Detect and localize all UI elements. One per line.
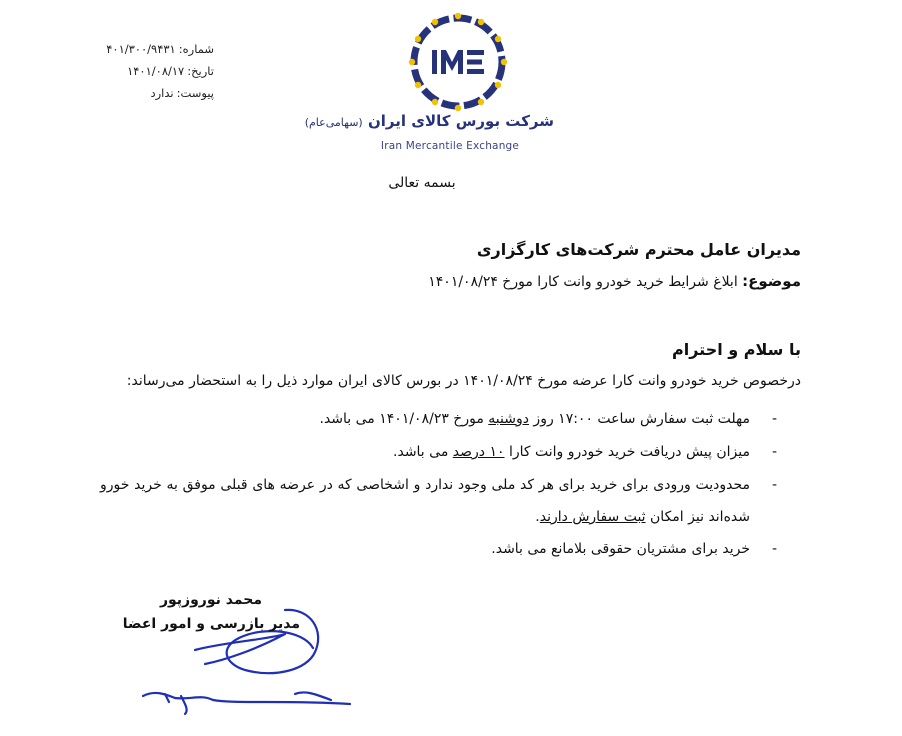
- letter-meta: [92, 38, 214, 104]
- handwritten-signature: [135, 590, 375, 720]
- list-item: - خرید برای مشتریان حقوقی بلامانع می باشد.: [491, 541, 777, 557]
- list-item: - مهلت ثبت سفارش ساعت ۱۷:۰۰ روز دوشنبه مورخ ۱۴۰۱/۰۸/۲۳ می باشد.: [319, 411, 777, 427]
- signatory-title: مدیر بازرسی و امور اعضا: [122, 616, 300, 632]
- greeting: با سلام و احترام: [672, 340, 801, 359]
- signatory-name: محمد نوروزپور: [159, 592, 262, 608]
- addressee: مدیران عامل محترم شرکت‌های کارگزاری: [476, 240, 801, 259]
- intro-paragraph: درخصوص خرید خودرو وانت کارا عرضه مورخ ۱۴۰۱/۰۸/۲۴ در بورس کالای ایران موارد ذیل را به استحضار می‌رساند:: [126, 373, 801, 389]
- logo-mark: [432, 50, 484, 74]
- subject-text: ابلاغ شرایط خرید خودرو وانت کارا مورخ ۱۴۰۱/۰۸/۲۴: [428, 274, 743, 290]
- list-item: - میزان پیش دریافت خرید خودرو وانت کارا ۱۰ درصد می باشد.: [393, 444, 777, 460]
- letter-number: شماره:۴۰۱/۳۰۰/۹۴۳۱: [106, 42, 214, 56]
- letter-attachment: پیوست:ندارد: [150, 86, 214, 100]
- list-item: - محدودیت ورودی برای خرید برای هر کد ملی وجود ندارد و اشخاصی که در عرضه های قبلی موفق به خرید خورو شده‌اند نیز امکان ثبت سفارش دارند.: [100, 477, 777, 525]
- subject-line: [96, 272, 801, 290]
- subject-label: موضوع:: [742, 272, 801, 290]
- letter-date: تاریخ:۱۴۰۱/۰۸/۱۷: [127, 64, 214, 78]
- brand-name-en: Iran Mercantile Exchange: [380, 140, 520, 152]
- conditions-list: [100, 403, 777, 566]
- brand-name-fa: شرکت بورس کالای ایران (سهامی‌عام): [304, 112, 554, 130]
- ime-logo: [408, 12, 508, 112]
- basmala: بسمه تعالی: [388, 175, 456, 191]
